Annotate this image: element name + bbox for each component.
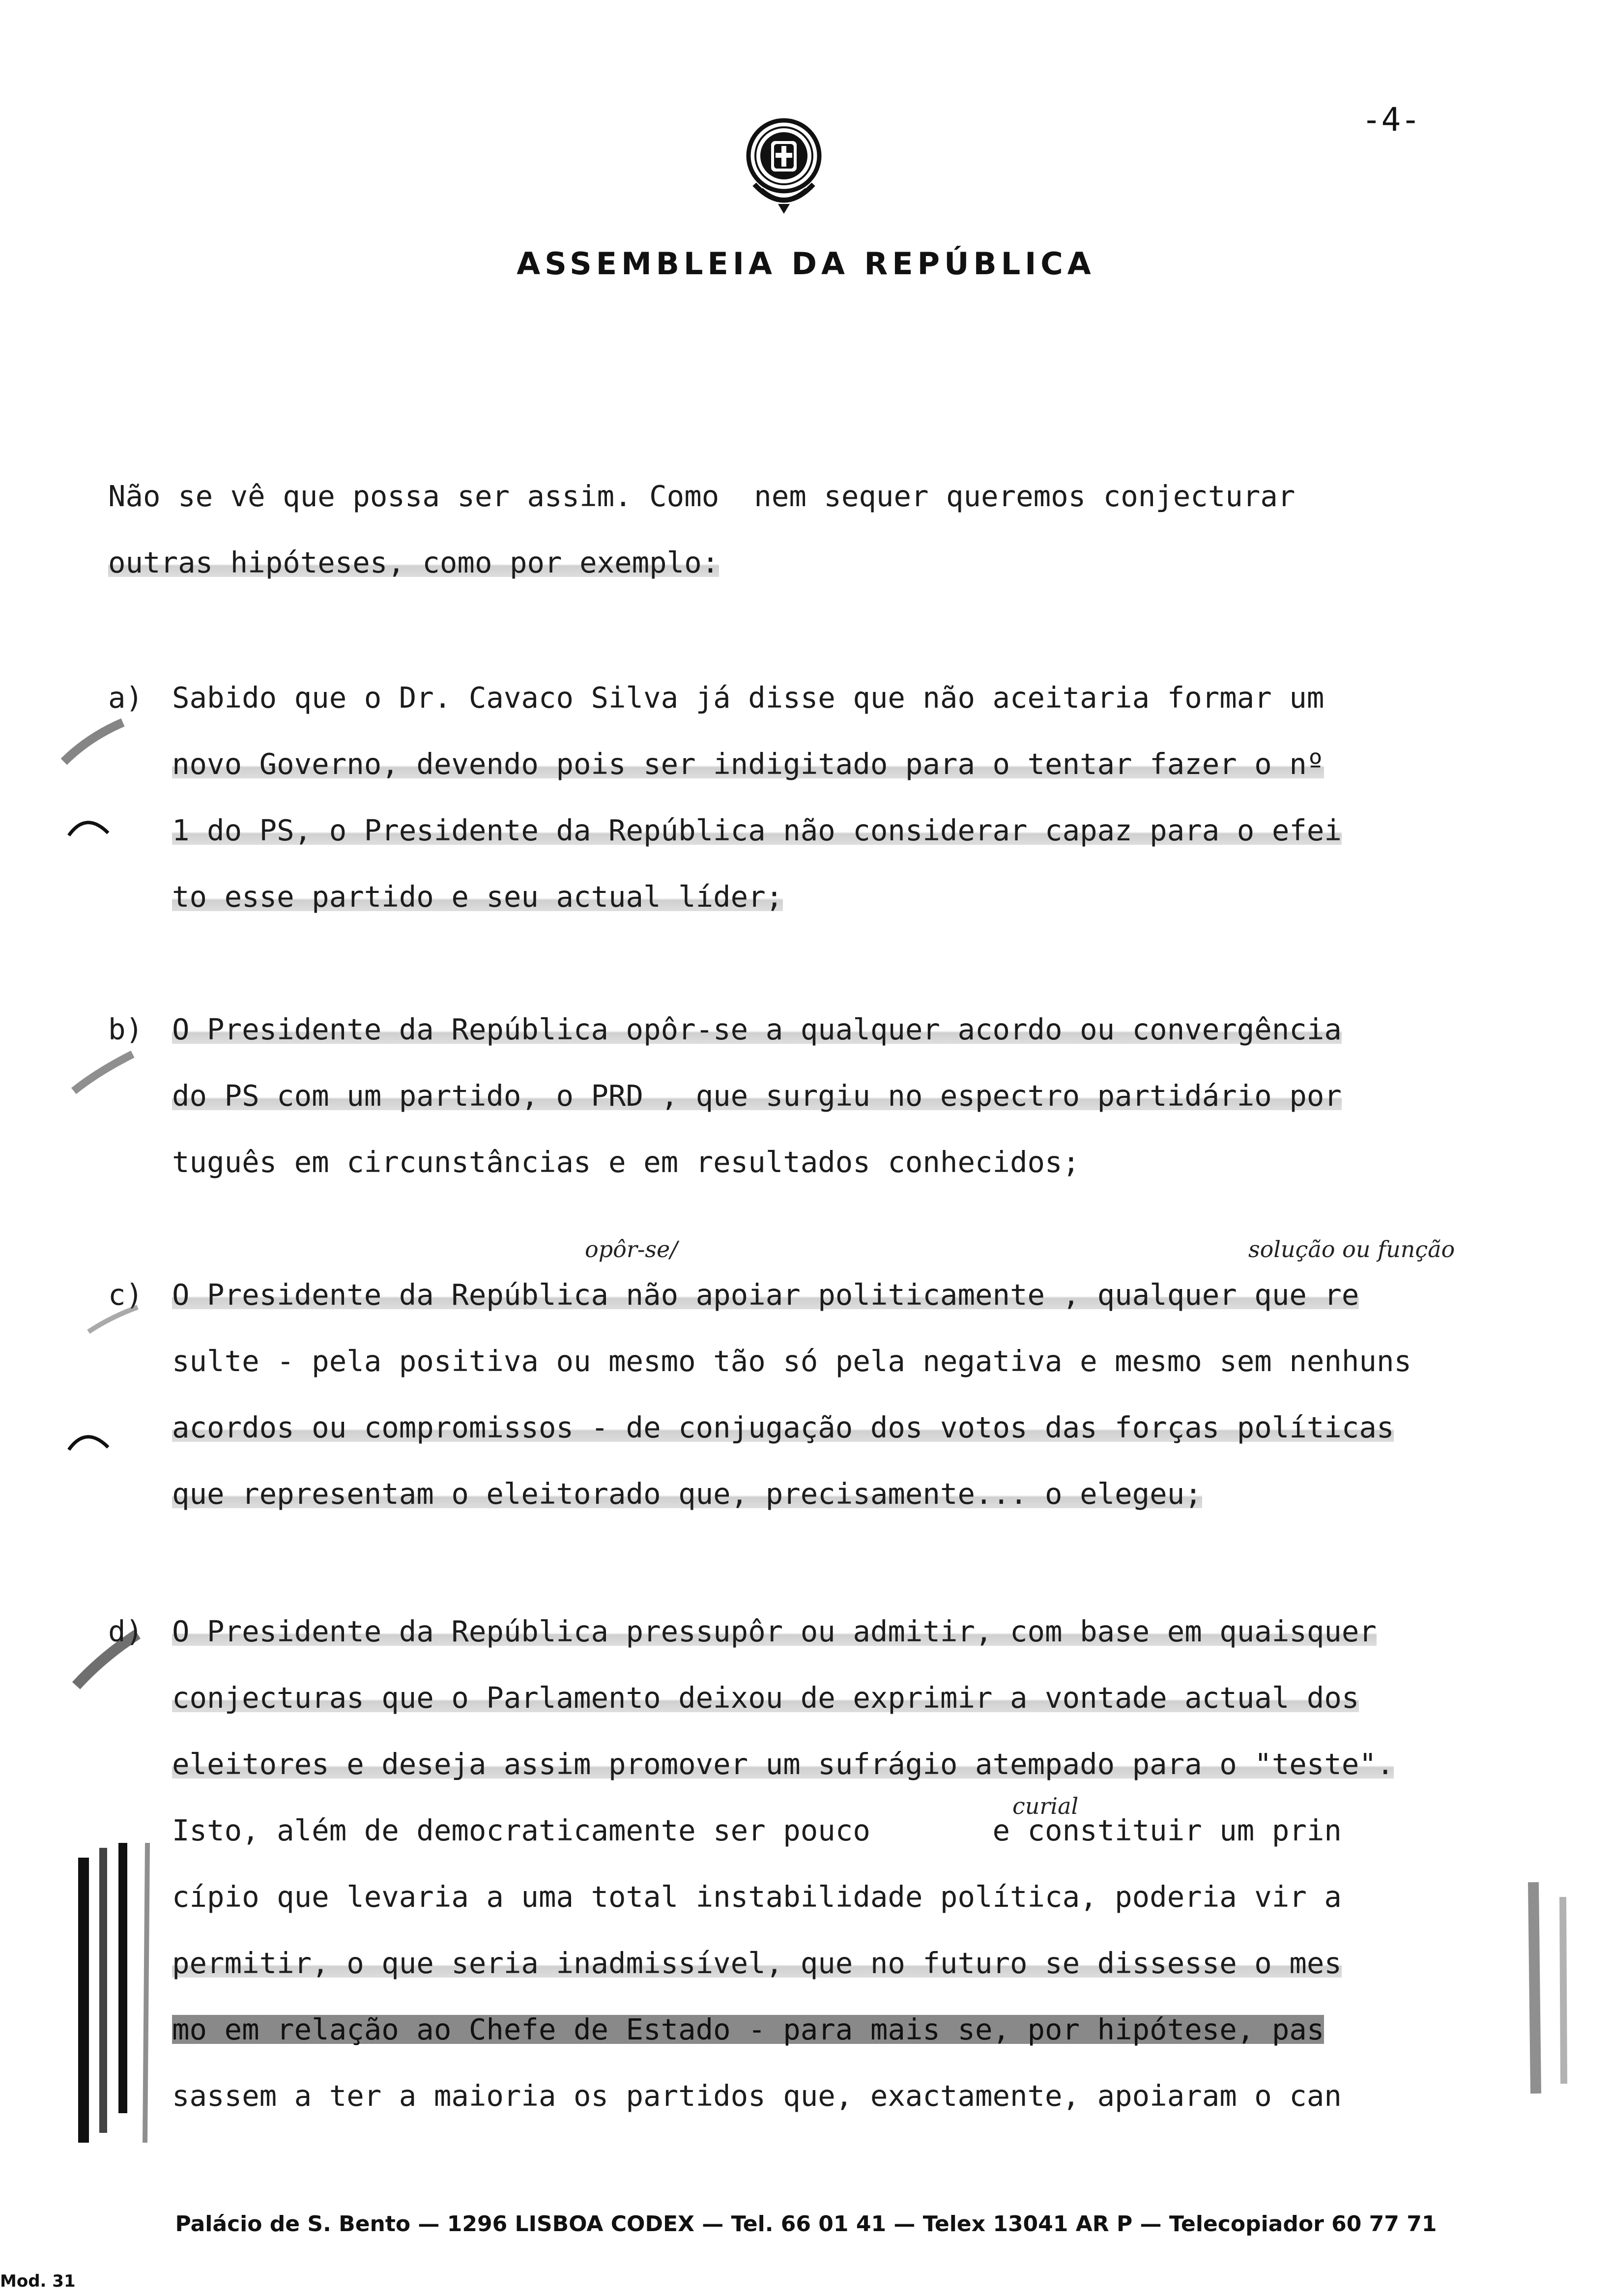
margin-smudge-c <box>84 1302 143 1342</box>
right-margin-smudge <box>1519 1877 1578 2103</box>
page-number: -4- <box>1361 101 1420 139</box>
form-code: Mod. 31 <box>0 2271 76 2291</box>
item-c-line-1: O Presidente da República não apoiar politicamente , qualquer que re <box>172 1278 1359 1312</box>
item-a-line-4: to esse partido e seu actual líder; <box>172 880 783 914</box>
margin-vertical-marks <box>69 1838 167 2152</box>
handwritten-annotation-d1: curial <box>1012 1793 1079 1819</box>
item-a <box>108 681 1563 914</box>
item-d-line-1: O Presidente da República pressupôr ou admitir, com base em quaisquer <box>172 1614 1377 1648</box>
item-c-line-3: acordos ou compromissos - de conjugação dos votos das forças políticas <box>172 1410 1394 1444</box>
item-b-line-3: tuguês em circunstâncias e em resultados conhecidos; <box>172 1145 1080 1179</box>
coat-of-arms-emblem <box>735 111 833 221</box>
intro-line-2: outras hipóteses, como por exemplo: <box>108 545 720 579</box>
item-c-line-2: sulte - pela positiva ou mesmo tão só pela negativa e mesmo sem nenhuns <box>172 1344 1411 1378</box>
item-d <box>108 1614 1563 2113</box>
item-d-label: d) <box>108 1614 144 1648</box>
item-d-line-8: sassem a ter a maioria os partidos que, exactamente, apoiaram o can <box>172 2079 1342 2113</box>
item-d-line-5: cípio que levaria a uma total instabilidade política, poderia vir a <box>172 1880 1342 1914</box>
intro-line-1: Não se vê que possa ser assim. Como nem sequer queremos conjecturar <box>108 479 1295 513</box>
handwritten-annotation-c1: opôr-se/ <box>585 1236 678 1263</box>
item-b <box>108 1012 1563 1189</box>
footer-address: Palácio de S. Bento — 1296 LISBOA CODEX — Tel. 66 01 41 — Telex 13041 AR P — Telecopiador 60 77 71 <box>175 2211 1437 2237</box>
item-c-line-4: que representam o eleitorado que, precisamente... o elegeu; <box>172 1477 1202 1511</box>
handwritten-annotation-c2: solução ou função <box>1248 1236 1455 1263</box>
item-d-line-6: permitir, o que seria inadmissível, que no futuro se dissesse o mes <box>172 1946 1342 1980</box>
item-b-line-2: do PS com um partido, o PRD , que surgiu no espectro partidário por <box>172 1079 1342 1113</box>
item-a-line-2: novo Governo, devendo pois ser indigitado para o tentar fazer o nº <box>172 747 1324 781</box>
item-a-line-3: 1 do PS, o Presidente da República não considerar capaz para o efei <box>172 813 1342 847</box>
item-b-label: b) <box>108 1012 144 1046</box>
item-b-line-1: O Presidente da República opôr-se a qualquer acordo ou convergência <box>172 1012 1342 1046</box>
margin-bracket-a <box>64 811 113 840</box>
item-d-line-4: Isto, além de democraticamente ser pouco e constituir um prin <box>172 1813 1342 1847</box>
margin-smudge-a <box>59 718 128 776</box>
margin-smudge-d <box>69 1627 143 1695</box>
intro-paragraph <box>108 479 1563 598</box>
margin-smudge-b <box>69 1047 138 1101</box>
item-a-label: a) <box>108 681 144 715</box>
institution-name: ASSEMBLEIA DA REPÚBLICA <box>517 246 1095 282</box>
item-d-line-7: mo em relação ao Chefe de Estado - para mais se, por hipótese, pas <box>172 2012 1324 2046</box>
item-c <box>108 1278 1563 1511</box>
item-d-line-2: conjecturas que o Parlamento deixou de exprimir a vontade actual dos <box>172 1681 1359 1715</box>
item-d-line-3: eleitores e deseja assim promover um sufrágio atempado para o "teste". <box>172 1747 1394 1781</box>
item-a-line-1: Sabido que o Dr. Cavaco Silva já disse que não aceitaria formar um <box>172 681 1324 715</box>
margin-bracket-c <box>64 1425 113 1455</box>
item-c-label: c) <box>108 1278 144 1312</box>
